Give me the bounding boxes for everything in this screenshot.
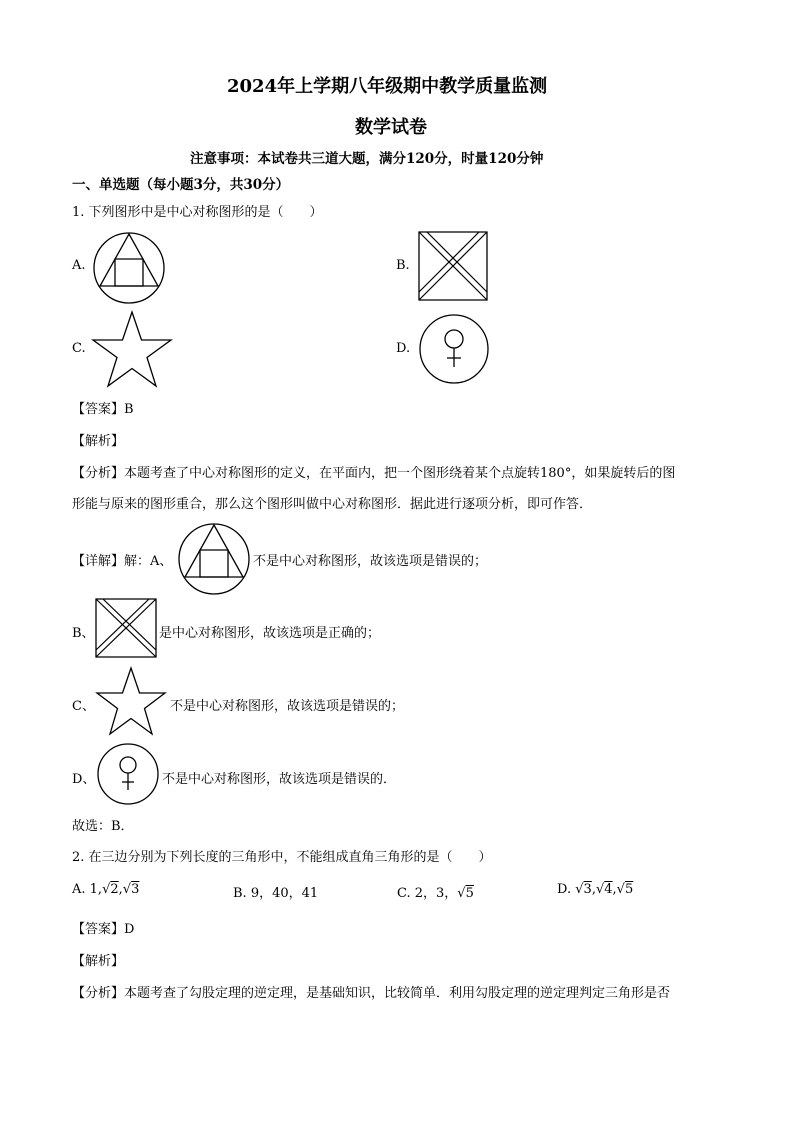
q2-option-a — [72, 882, 139, 897]
q1-detail-c-text: 不是中心对称图形，故该选项是错误的； — [170, 699, 405, 714]
q2-option-d-radicand-1: 3 — [583, 882, 592, 897]
square-x-figure — [418, 231, 488, 301]
sqrt-symbol: √ — [575, 882, 584, 897]
q2-option-d-radicand-3: 5 — [624, 882, 634, 897]
comma: , — [612, 882, 617, 897]
comma: , — [118, 882, 123, 897]
q2-option-d — [557, 882, 633, 897]
q1-option-b-label: B. — [396, 258, 410, 273]
q2-option-c — [397, 882, 474, 901]
sqrt-symbol: √ — [102, 882, 111, 897]
q2-option-a-label: A. 1, — [72, 882, 103, 897]
circle-triangle-square-figure — [92, 231, 166, 305]
exam-title: 2024年上学期八年级期中教学质量监测 — [227, 76, 548, 97]
exam-notice: 注意事项：本试卷共三道大题，满分120分，时量120分钟 — [190, 151, 544, 167]
q1-detail-b-text: 是中心对称图形，故该选项是正确的； — [159, 626, 381, 641]
q1-detail-d-prefix: D、 — [72, 772, 96, 787]
sqrt-symbol: √ — [457, 886, 466, 901]
q2-option-a-radicand-1: 2 — [110, 882, 119, 897]
exam-subtitle: 数学试卷 — [355, 117, 427, 138]
sqrt-symbol: √ — [616, 882, 625, 897]
sqrt-symbol: √ — [122, 882, 132, 897]
q1-option-a-label: A. — [72, 258, 86, 273]
q1-option-c-label: C. — [72, 341, 86, 356]
q2-option-b: B. 9，40，41 — [233, 886, 319, 901]
q1-analysis-label: 【解析】 — [72, 434, 125, 449]
q1-detail-c-prefix: C、 — [72, 699, 95, 714]
q2-option-d-label: D. — [557, 882, 572, 897]
q2-option-d-radicand-2: 4 — [604, 882, 613, 897]
q2-option-a-radicand-2: 3 — [131, 882, 140, 897]
q1-detail-d-text: 不是中心对称图形，故该选项是错误的． — [162, 772, 397, 787]
q2-option-c-radicand: 5 — [465, 886, 474, 901]
sqrt-symbol: √ — [595, 882, 605, 897]
female-symbol-circle-figure-small — [96, 743, 160, 805]
section-heading: 一、单选题（每小题3分，共30分） — [72, 177, 290, 193]
question-1-stem: 1. 下列图形中是中心对称图形的是（ ） — [72, 205, 323, 220]
star-figure-small — [95, 667, 167, 735]
question-2-stem: 2. 在三边分别为下列长度的三角形中，不能组成直角三角形的是（ ） — [72, 850, 492, 865]
q1-answer: 【答案】B — [72, 402, 134, 417]
q2-analysis-label: 【解析】 — [72, 954, 125, 969]
q1-fenxi-line-2: 形能与原来的图形重合，那么这个图形叫做中心对称图形．据此进行逐项分析，即可作答． — [72, 497, 593, 512]
q1-choose: 故选：B． — [72, 819, 134, 834]
female-symbol-circle-figure — [418, 314, 490, 384]
q2-answer: 【答案】D — [72, 922, 135, 937]
comma: , — [591, 882, 596, 897]
q1-detail-a-text: 不是中心对称图形，故该选项是错误的； — [253, 554, 488, 569]
circle-triangle-square-figure-small — [177, 522, 251, 596]
q2-option-c-label: C. 2，3， — [397, 886, 458, 901]
square-x-figure-small — [95, 598, 157, 658]
q1-detail-b-prefix: B、 — [72, 626, 95, 641]
q1-detail-prefix: 【详解】解：A、 — [72, 554, 173, 569]
q1-fenxi-line-1: 【分析】本题考查了中心对称图形的定义，在平面内，把一个图形绕着某个点旋转180°，如果旋转后的图 — [72, 466, 676, 481]
q2-fenxi: 【分析】本题考查了勾股定理的逆定理，是基础知识，比较简单．利用勾股定理的逆定理判定三角形是否 — [72, 986, 671, 1001]
star-figure — [91, 311, 173, 387]
q1-option-d-label: D. — [396, 341, 411, 356]
